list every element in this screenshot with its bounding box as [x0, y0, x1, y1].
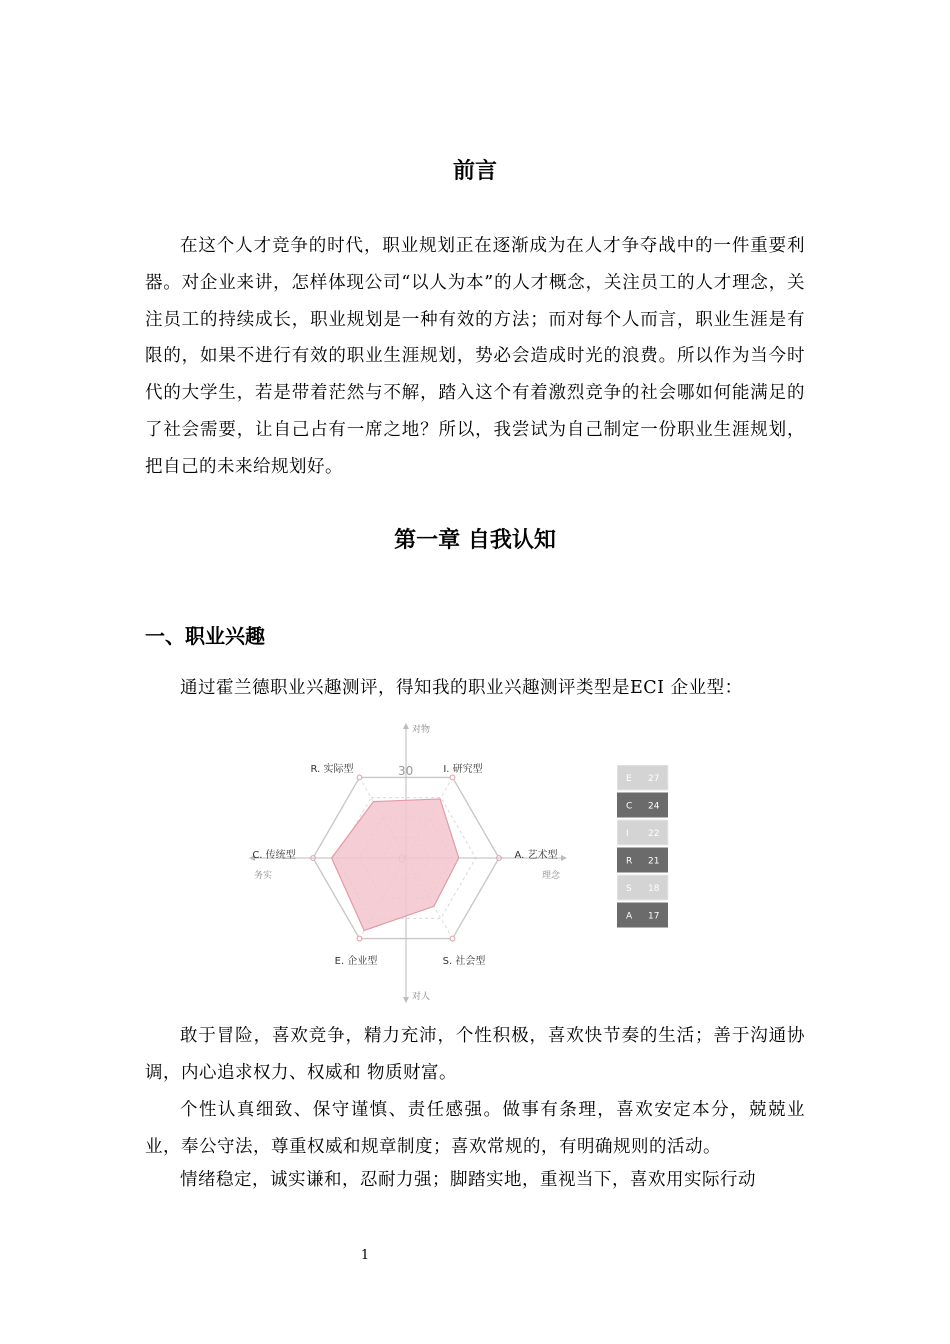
radar-scale-max: 30	[398, 764, 414, 778]
rank-code: I	[626, 829, 629, 839]
rank-code: C	[626, 801, 633, 812]
axis-label-bottom: 对人	[412, 992, 431, 1002]
trait-paragraph-realistic: 情绪稳定，诚实谦和，忍耐力强；脚踏实地，重视当下，喜欢用实际行动	[180, 1170, 756, 1190]
rank-box	[617, 765, 668, 790]
holland-radar-chart	[240, 718, 580, 1008]
rank-box	[617, 903, 668, 928]
axis-label-left: 务实	[254, 871, 273, 881]
rank-box	[617, 793, 668, 818]
rank-code: S	[626, 884, 632, 894]
rank-score: 21	[648, 856, 660, 867]
trait-paragraph-conventional: 个性认真细致、保守谨慎、责任感强。做事有条理，喜欢安定本分，兢兢业业，奉公守法，尊重权威和规章制度；喜欢常规的，有明确规则的活动。	[145, 1100, 805, 1157]
rank-score: 27	[648, 774, 660, 784]
section-title: 一、职业兴趣	[145, 624, 265, 648]
radar-data-polygon	[332, 799, 459, 931]
axis-label-right: 理念	[542, 871, 561, 881]
radar-vertex-marker	[450, 936, 455, 941]
preface-paragraph: 在这个人才竞争的时代，职业规划正在逐渐成为在人才争夺战中的一件重要利器。对企业来讲，怎样体现公司“以人为本”的人才概念，关注员工的人才理念，关注员工的持续成长，职业规划是一种有效的方法；而对每个人而言，职业生涯是有限的，如果不进行有效的职业生涯规划，势必会造成时光的浪费。所以作为当今时代的大学生，若是带着茫然与不解，踏入这个有着激烈竞争的社会哪如何能满足的了社会需要，让自己占有一席之地？所以，我尝试为自己制定一份职业生涯规划，把自己的未来给规划好。	[145, 236, 805, 477]
category-label-e: E. 企业型	[334, 956, 378, 967]
category-label-r: R. 实际型	[310, 764, 354, 775]
rank-box	[617, 848, 668, 873]
preface-title: 前言	[452, 159, 497, 184]
category-label-a: A. 艺术型	[514, 850, 558, 861]
rank-code: E	[626, 774, 632, 784]
rank-score: 22	[648, 829, 660, 839]
category-label-i: I. 研究型	[443, 764, 483, 775]
rank-code: A	[626, 911, 633, 922]
rank-box	[617, 875, 668, 900]
radar-vertex-marker	[450, 775, 455, 780]
axis-label-top: 对物	[412, 725, 431, 735]
rank-score: 17	[648, 911, 660, 922]
page-number: 1	[360, 1248, 370, 1263]
chapter-title: 第一章 自我认知	[394, 528, 556, 553]
trait-paragraph-enterprising: 敢于冒险，喜欢竞争，精力充沛，个性积极，喜欢快节奏的生活；善于沟通协调，内心追求权力、权威和 物质财富。	[145, 1026, 805, 1083]
rank-box	[617, 820, 668, 845]
rank-score: 18	[648, 884, 660, 894]
section-intro: 通过霍兰德职业兴趣测评，得知我的职业兴趣测评类型是ECI 企业型：	[180, 678, 743, 698]
category-label-c: C. 传统型	[252, 850, 296, 861]
radar-vertex-marker	[357, 775, 362, 780]
category-label-s: S. 社会型	[442, 956, 486, 967]
rank-score: 24	[648, 801, 660, 812]
rank-code: R	[626, 856, 633, 867]
radar-vertex-marker	[357, 936, 362, 941]
holland-score-ranking	[617, 765, 669, 931]
